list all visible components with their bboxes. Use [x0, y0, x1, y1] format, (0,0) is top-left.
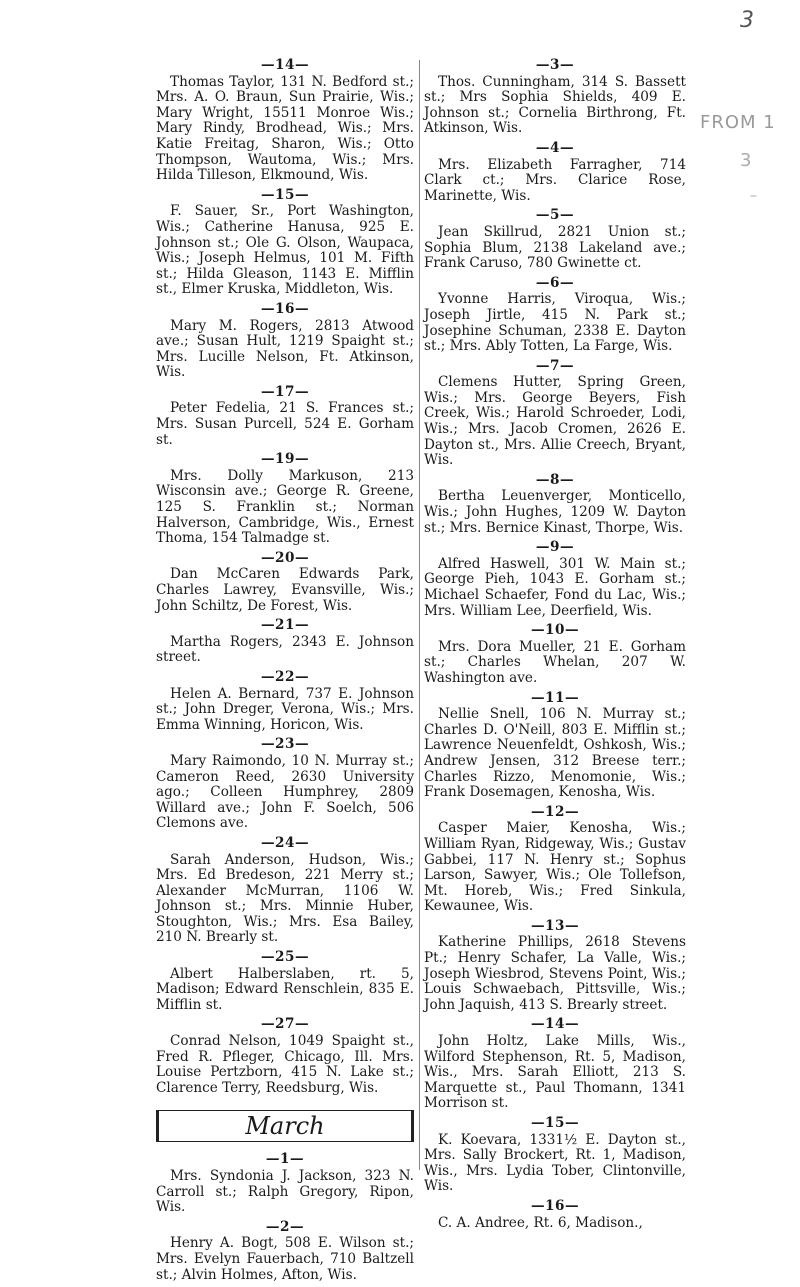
entry-date: —6— — [535, 274, 575, 291]
entry-date: —27— — [260, 1016, 310, 1033]
birthday-entry — [424, 805, 686, 915]
entry-names: Peter Fedelia, 21 S. Frances st.; Mrs. Susan Purcell, 524 E. Gorham st. — [156, 400, 414, 448]
entry-date: —8— — [535, 471, 575, 488]
entry-date: —9— — [535, 539, 575, 556]
entry-names: Yvonne Harris, Viroqua, Wis.; Joseph Jirtle, 415 N. Park st.; Josephine Schuman, 2338 E. Dayton st.; Mrs. Ably Totten, La Farge, Wis. — [424, 291, 686, 355]
entry-date: —21— — [260, 617, 310, 634]
entry-date: —3— — [535, 57, 575, 73]
left-column — [156, 58, 414, 1287]
birthday-entry — [424, 919, 686, 1014]
month-heading: March — [156, 1110, 414, 1142]
birthday-entry — [424, 58, 686, 137]
entry-names: Helen A. Bernard, 737 E. Johnson st.; John Dreger, Verona, Wis.; Mrs. Emma Winning, Horicon, Wis. — [156, 685, 414, 733]
entry-names: Albert Halberslaben, rt. 5, Madison; Edward Renschlein, 835 E. Mifflin st. — [156, 965, 414, 1013]
margin-handwritten-note: FROM 1 — [700, 112, 776, 133]
birthday-entry — [424, 623, 686, 686]
birthday-entry — [424, 1017, 686, 1112]
birthday-entry — [424, 141, 686, 204]
margin-mark: 3 — [740, 150, 752, 171]
entry-date: —19— — [260, 451, 310, 468]
entry-date: —25— — [260, 949, 310, 966]
entry-date: —12— — [530, 803, 580, 820]
right-entries — [424, 58, 686, 1231]
birthday-entry — [424, 473, 686, 536]
entry-date: —4— — [535, 139, 575, 156]
entry-names: Bertha Leuenverger, Monticello, Wis.; John Hughes, 1209 W. Dayton st.; Mrs. Bernice Kinast, Thorpe, Wis. — [424, 488, 686, 536]
entry-names: Casper Maier, Kenosha, Wis.; William Ryan, Ridgeway, Wis.; Gustav Gabbei, 117 N. Henry st.; Sophus Larson, Sawyer, Wis.; Ole Tollefson, Mt. Horeb, Wis.; Fred Sinkula, Kewaunee, Wis. — [424, 820, 686, 915]
page-number: 3 — [740, 8, 754, 33]
entry-names: John Holtz, Lake Mills, Wis., Wilford Stephenson, Rt. 5, Madison, Wis., Mrs. Sarah Elliott, 213 S. Marquette st., Paul Thomann, 1341 Morrison st. — [424, 1033, 686, 1112]
entry-names: Alfred Haswell, 301 W. Main st.; George Pieh, 1043 E. Gorham st.; Michael Schaefer, Fond du Lac, Wis.; Mrs. William Lee, Deerfield, Wis. — [424, 555, 686, 619]
entry-names: Nellie Snell, 106 N. Murray st.; Charles D. O'Neill, 803 E. Mifflin st.; Lawrence Neuenfeldt, Oshkosh, Wis.; Andrew Jensen, 312 Breese terr.; Charles Rizzo, Menomonie, Wis.; Frank Dosemagen, Kenosha, Wis. — [424, 706, 686, 801]
entry-date: —17— — [260, 383, 310, 400]
entry-date: —13— — [530, 917, 580, 934]
left-entries-after-month — [156, 1152, 414, 1283]
entry-date: —7— — [535, 357, 575, 374]
entry-names: Sarah Anderson, Hudson, Wis.; Mrs. Ed Bredeson, 221 Merry st.; Alexander McMurran, 1106 W. Johnson st.; Mrs. Minnie Huber, Stoughton, Wis.; Mrs. Esa Bailey, 210 N. Brearly st. — [156, 851, 414, 946]
entry-names: K. Koevara, 1331½ E. Dayton st., Mrs. Sally Brockert, Rt. 1, Madison, Wis., Mrs. Lydia Tober, Clintonville, Wis. — [424, 1131, 686, 1195]
entry-names: F. Sauer, Sr., Port Washington, Wis.; Catherine Hanusa, 925 E. Johnson st.; Ole G. Olson, Waupaca, Wis.; Joseph Helmus, 101 M. Fifth st.; Hilda Gleason, 1143 E. Mifflin st., Elmer Kruska, Middleton, Wis. — [156, 203, 414, 298]
entry-date: —22— — [260, 668, 310, 685]
entry-date: —10— — [530, 622, 580, 639]
entry-names: Clemens Hutter, Spring Green, Wis.; Mrs. George Beyers, Fish Creek, Wis.; Harold Schroeder, Lodi, Wis.; Mrs. Jacob Cromen, 2626 E. Dayton st., Mrs. Allie Creech, Bryant, Wis. — [424, 374, 686, 469]
entry-date: —16— — [530, 1197, 580, 1214]
birthday-entry — [156, 618, 414, 666]
entry-date: —16— — [260, 300, 310, 317]
entry-names: Mary Raimondo, 10 N. Murray st.; Cameron Reed, 2630 University ago.; Colleen Humphrey, 2809 Willard ave.; John F. Soelch, 506 Clemons ave. — [156, 752, 414, 832]
birthday-entry — [424, 691, 686, 801]
margin-mark-secondary: – — [750, 188, 757, 204]
entry-date: —1— — [265, 1151, 305, 1168]
entry-names: Mrs. Dora Mueller, 21 E. Gorham st.; Charles Whelan, 207 W. Washington ave. — [424, 638, 686, 686]
birthday-entry — [156, 1017, 414, 1096]
entry-names: Martha Rogers, 2343 E. Johnson street. — [156, 633, 414, 666]
entry-names: C. A. Andree, Rt. 6, Madison., — [438, 1214, 643, 1231]
birthday-entry — [156, 302, 414, 381]
birthday-entry — [424, 359, 686, 469]
birthday-entry — [156, 1220, 414, 1283]
entry-names: Mary M. Rogers, 2813 Atwood ave.; Susan Hult, 1219 Spaight st.; Mrs. Lucille Nelson, Ft. Atkinson, Wis. — [156, 317, 414, 381]
entry-date: —20— — [260, 549, 310, 566]
entry-names: Thomas Taylor, 131 N. Bedford st.; Mrs. A. O. Braun, Sun Prairie, Wis.; Mary Wright, 15511 Monroe Wis.; Mary Rindy, Brodhead, Wis.; Mrs. Katie Freitag, Sharon, Wis.; Otto Thompson, Wautoma, Wis.; Mrs. Hilda Tilleson, Elkmound, Wis. — [156, 73, 414, 184]
entry-names: Mrs. Dolly Markuson, 213 Wisconsin ave.; George R. Greene, 125 S. Franklin st.; Norman Halverson, Cambridge, Wis., Ernest Thoma, 154 Talmadge st. — [156, 467, 414, 547]
entry-names: Thos. Cunningham, 314 S. Bassett st.; Mrs Sophia Shields, 409 E. Johnson st.; Cornelia Birthrong, Ft. Atkinson, Wis. — [424, 73, 686, 137]
right-column — [424, 58, 686, 1235]
birthday-entry — [156, 737, 414, 832]
entry-date: —15— — [530, 1115, 580, 1131]
birthday-entry — [156, 1152, 414, 1215]
birthday-entry — [156, 670, 414, 733]
birthday-entry — [424, 276, 686, 355]
entry-date: —23— — [260, 736, 310, 753]
entry-names: Katherine Phillips, 2618 Stevens Pt.; Henry Schafer, La Valle, Wis.; Joseph Wiesbrod, Stevens Point, Wis.; Louis Schwaebach, Pittsville, Wis.; John Jaquish, 413 S. Brearly street. — [424, 934, 686, 1013]
birthday-entry — [156, 188, 414, 298]
birthday-entry — [424, 1116, 686, 1195]
entry-names: Dan McCaren Edwards Park, Charles Lawrey, Evansville, Wis.; John Schiltz, De Forest, Wis. — [156, 566, 414, 614]
column-divider — [419, 60, 420, 1170]
birthday-entry — [156, 836, 414, 946]
entry-date: —24— — [260, 834, 310, 851]
birthday-entry — [424, 208, 686, 271]
entry-date: —11— — [530, 689, 580, 706]
entry-names: Mrs. Syndonia J. Jackson, 323 N. Carroll st.; Ralph Gregory, Ripon, Wis. — [156, 1168, 414, 1216]
entry-date: —5— — [535, 207, 575, 224]
entry-date: —14— — [530, 1016, 580, 1033]
birthday-entry — [424, 1199, 686, 1231]
entry-names: Jean Skillrud, 2821 Union st.; Sophia Blum, 2138 Lakeland ave.; Frank Caruso, 780 Gwinette ct. — [424, 223, 686, 272]
birthday-entry — [156, 385, 414, 448]
left-entries — [156, 58, 414, 1096]
birthday-entry — [156, 551, 414, 614]
entry-names: Conrad Nelson, 1049 Spaight st., Fred R. Pfleger, Chicago, Ill. Mrs. Louise Pertzborn, 415 N. Lake st.; Clarence Terry, Reedsburg, Wis. — [156, 1033, 414, 1096]
entry-date: —2— — [265, 1218, 305, 1235]
entry-date: —14— — [260, 57, 310, 73]
entry-names: Mrs. Elizabeth Farragher, 714 Clark ct.; Mrs. Clarice Rose, Marinette, Wis. — [424, 156, 686, 204]
birthday-entry — [156, 452, 414, 547]
birthday-entry — [156, 58, 414, 184]
birthday-entry — [156, 950, 414, 1013]
birthday-entry — [424, 540, 686, 619]
entry-names: Henry A. Bogt, 508 E. Wilson st.; Mrs. Evelyn Fauerbach, 710 Baltzell st.; Alvin Holmes, Afton, Wis. — [156, 1235, 414, 1283]
entry-date: —15— — [260, 186, 310, 203]
